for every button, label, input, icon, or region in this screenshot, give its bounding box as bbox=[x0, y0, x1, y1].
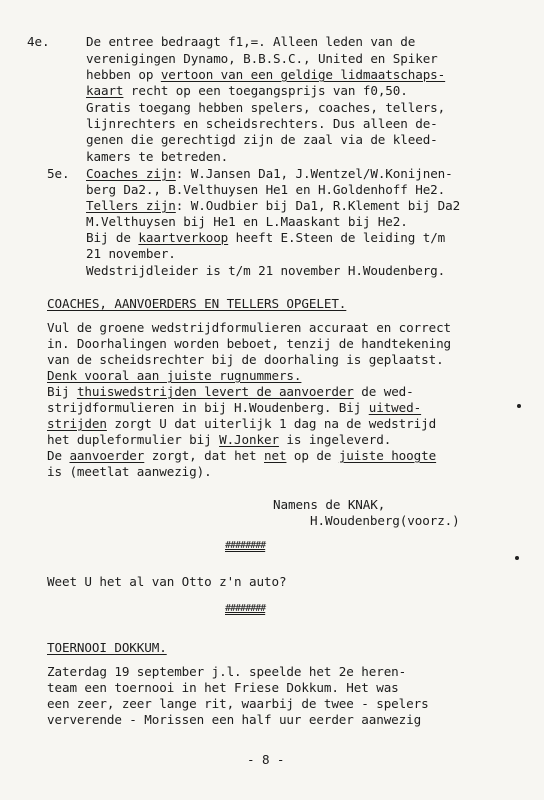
item-number-5: 5e. bbox=[47, 166, 70, 181]
section-heading-coaches: COACHES, AANVOERDERS EN TELLERS OPGELET. bbox=[47, 296, 347, 311]
item-number-4: 4e. bbox=[27, 34, 50, 49]
signature-line2: H.Woudenberg(voorz.) bbox=[310, 513, 460, 528]
section1-line9: De aanvoerder zorgt, dat het net op de juiste hoogte bbox=[47, 448, 437, 463]
section2-line4: ververende - Morissen een half uur eerder aanwezig bbox=[47, 712, 422, 727]
question-line: Weet U het al van Otto z'n auto? bbox=[47, 574, 287, 589]
item4-line2: verenigingen Dynamo, B.B.S.C., United en Spiker bbox=[86, 51, 438, 66]
section1-line3: van de scheidsrechter bij de doorhaling is geplaatst. bbox=[47, 352, 444, 367]
section2-line2: team een toernooi in het Friese Dokkum. Het was bbox=[47, 680, 399, 695]
separator-1: ######## bbox=[225, 540, 266, 551]
item4-line7: genen die gerechtigd zijn de zaal via de kleed- bbox=[86, 132, 438, 147]
item5-line7: Wedstrijdleider is t/m 21 november H.Woudenberg. bbox=[86, 263, 446, 278]
item5-line1: Coaches zijn: W.Jansen Da1, J.Wentzel/W.Konijnen- bbox=[86, 166, 453, 181]
signature-line1: Namens de KNAK, bbox=[273, 497, 386, 512]
item5-line5: Bij de kaartverkoop heeft E.Steen de leiding t/m bbox=[86, 230, 446, 245]
section2-line3: een zeer, zeer lange rit, waarbij de twee - spelers bbox=[47, 696, 429, 711]
section1-line6: strijdformulieren in bij H.Woudenberg. Bij uitwed- bbox=[47, 400, 422, 415]
item4-line4: kaart recht op een toegangsprijs van f0,50. bbox=[86, 83, 408, 98]
section1-line8: het dupleformulier bij W.Jonker is ingeleverd. bbox=[47, 432, 392, 447]
item4-line1: De entree bedraagt f1,=. Alleen leden van de bbox=[86, 34, 416, 49]
item4-line5: Gratis toegang hebben spelers, coaches, tellers, bbox=[86, 100, 446, 115]
separator-2: ######## bbox=[225, 603, 266, 614]
section1-line1: Vul de groene wedstrijdformulieren accuraat en correct bbox=[47, 320, 452, 335]
ink-speck bbox=[517, 404, 521, 408]
item4-line3: hebben op vertoon van een geldige lidmaatschaps- bbox=[86, 67, 446, 82]
section2-line1: Zaterdag 19 september j.l. speelde het 2e heren- bbox=[47, 664, 407, 679]
item5-line3: Tellers zijn: W.Oudbier bij Da1, R.Klement bij Da2 bbox=[86, 198, 461, 213]
section1-line5: Bij thuiswedstrijden levert de aanvoerder de wed- bbox=[47, 384, 414, 399]
section1-line7: strijden zorgt U dat uiterlijk 1 dag na de wedstrijd bbox=[47, 416, 437, 431]
ink-speck bbox=[515, 556, 519, 560]
item5-line4: M.Velthuysen bij He1 en L.Maaskant bij He2. bbox=[86, 214, 408, 229]
item5-line2: berg Da2., B.Velthuysen He1 en H.Goldenhoff He2. bbox=[86, 182, 446, 197]
item4-line6: lijnrechters en scheidsrechters. Dus alleen de- bbox=[86, 116, 438, 131]
section1-line4: Denk vooral aan juiste rugnummers. bbox=[47, 368, 302, 383]
section1-line2: in. Doorhalingen worden beboet, tenzij de handtekening bbox=[47, 336, 452, 351]
item4-line8: kamers te betreden. bbox=[86, 149, 229, 164]
item5-line6: 21 november. bbox=[86, 246, 176, 261]
section-heading-toernooi: TOERNOOI DOKKUM. bbox=[47, 640, 167, 655]
section1-line10: is (meetlat aanwezig). bbox=[47, 464, 212, 479]
page-number: - 8 - bbox=[247, 752, 285, 767]
